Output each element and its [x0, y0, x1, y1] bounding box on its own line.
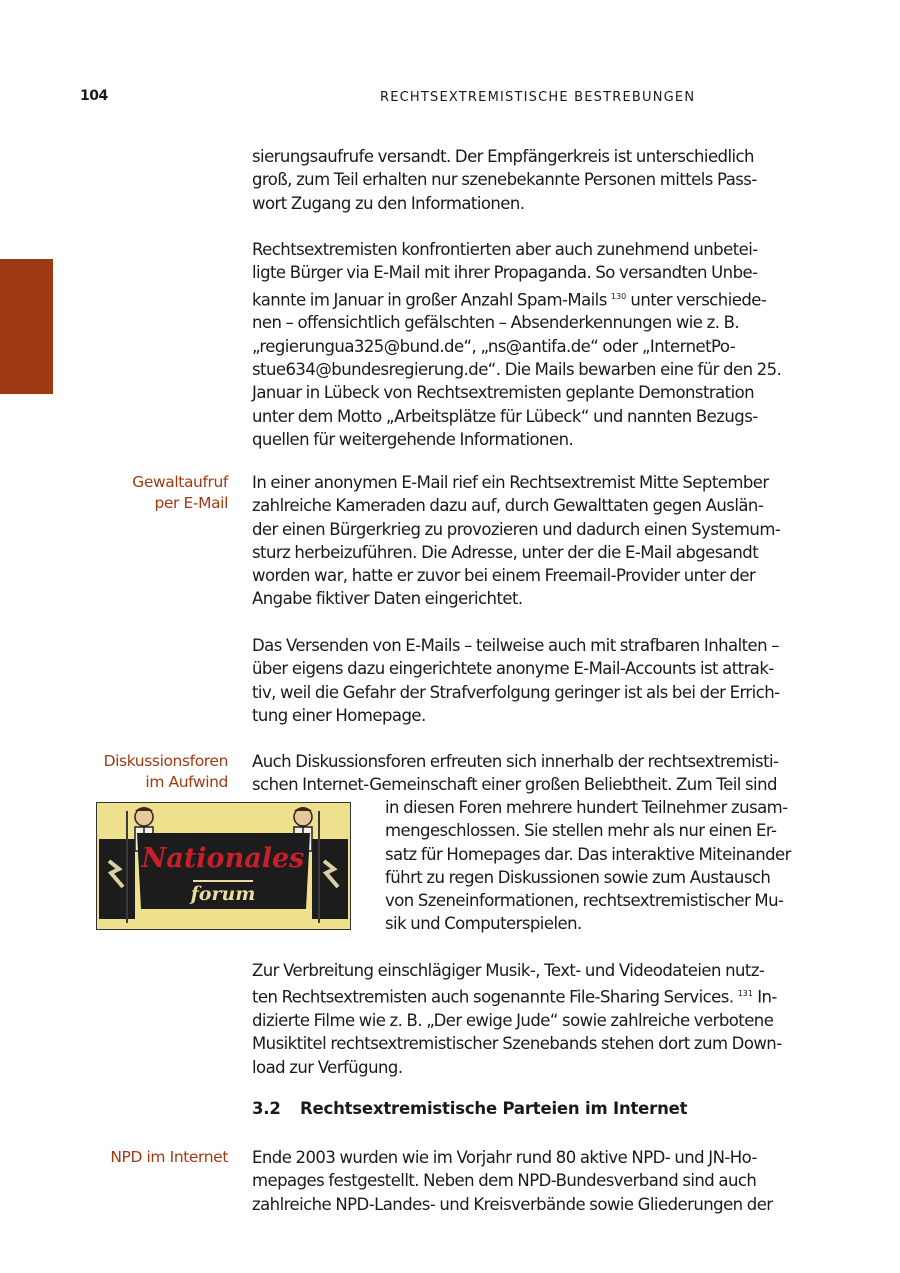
paragraph-5-wrapped: in diesen Foren mehrere hundert Teilnehmer zusam- mengeschlossen. Sie stellen mehr als nur einen Er- satz für Homepages dar. Das interaktive Miteinander führt zu regen Diskussionen sowie zum Austausch von Szeneinformationen, rechtsextremistischer Mu- sik und Computerspielen.: [385, 798, 791, 934]
paragraph-5-top: Auch Diskussionsforen erfreuten sich innerhalb der rechtsextremisti- schen Internet-Gemeinschaft einer großen Beliebtheit. Zum Teil sind: [252, 752, 779, 795]
paragraph-3: In einer anonymen E-Mail rief ein Rechtsextremist Mitte September zahlreiche Kameraden dazu auf, durch Gewalttaten gegen Auslän- der einen Bürgerkrieg zu provozieren und dadurch einen Systemum- sturz herbeizuführen. Die Adresse, unter der die E-Mail abgesandt worden war, hatte er zuvor bei einem Freemail-Provider unter der Angabe fiktiver Daten eingerichtet.: [252, 473, 781, 609]
paragraph-2-part-2: unter verschiede- nen – offensichtlich gefälschten – Absenderkennungen wie z. B. „regierungua325@bund.de“, „ns@antifa.de“ oder „InternetPo- stue634@bundesregierung.de“. Die Mails bewarben eine für den 25. Januar in Lübeck von Rechtsextremisten geplante Demonstration unter dem Motto „Arbeitsplätze für Lübeck“ und nannten Bezugs- quellen für weitergehende Informationen.: [252, 290, 782, 449]
paragraph-7: Ende 2003 wurden wie im Vorjahr rund 80 aktive NPD- und JN-Ho- mepages festgestellt. Neben dem NPD-Bundesverband sind auch zahlreiche NPD-Landes- und Kreisverbände sowie Gliederungen der: [252, 1148, 773, 1214]
nationales-forum-image: [96, 802, 351, 930]
paragraph-1: sierungsaufrufe versandt. Der Empfängerkreis ist unterschiedlich groß, zum Teil erhalten nur szenebekannte Personen mittels Pass- wort Zugang zu den Informationen.: [252, 147, 757, 213]
paragraph-6: [252, 959, 824, 1079]
margin-note-gewaltaufruf: Gewaltaufruf per E-Mail: [132, 473, 228, 512]
running-head: RECHTSEXTREMISTISCHE BESTREBUNGEN: [380, 90, 696, 105]
page-number: 104: [80, 88, 108, 104]
margin-note-npd: NPD im Internet: [110, 1148, 228, 1166]
image-text-nationales: Nationales: [141, 843, 305, 874]
image-text-forum: forum: [190, 883, 256, 905]
paragraph-6-part-1: Zur Verbreitung einschlägiger Musik-, Text- und Videodateien nutz- ten Rechtsextremisten auch sogenannte File-Sharing Services.: [252, 961, 765, 1007]
section-title: Rechtsextremistische Parteien im Internet: [300, 1099, 688, 1118]
paragraph-2: [252, 238, 824, 451]
margin-note-diskussionsforen: Diskussionsforen im Aufwind: [103, 752, 228, 791]
paragraph-6-part-2: In- dizierte Filme wie z. B. „Der ewige Jude“ sowie zahlreiche verbotene Musiktitel rechtsextremistischer Szenebands stehen dort zum Down- load zur Verfügung.: [252, 987, 782, 1077]
section-number: 3.2: [252, 1099, 281, 1118]
paragraph-4: Das Versenden von E-Mails – teilweise auch mit strafbaren Inhalten – über eigens dazu eingerichtete anonyme E-Mail-Accounts ist attrak- tiv, weil die Gefahr der Strafverfolgung geringer ist als bei der Errich- tung einer Homepage.: [252, 636, 780, 725]
paragraph-2-part-1: Rechtsextremisten konfrontierten aber auch zunehmend unbetei- ligte Bürger via E-Mail mit ihrer Propaganda. So versandten Unbe- kannte im Januar in großer Anzahl Spam-Mails: [252, 240, 758, 310]
section-heading: [252, 1099, 687, 1118]
footnote-ref-131[interactable]: 131: [737, 989, 753, 999]
chapter-side-tab: [0, 259, 53, 394]
footnote-ref-130[interactable]: 130: [610, 291, 627, 301]
